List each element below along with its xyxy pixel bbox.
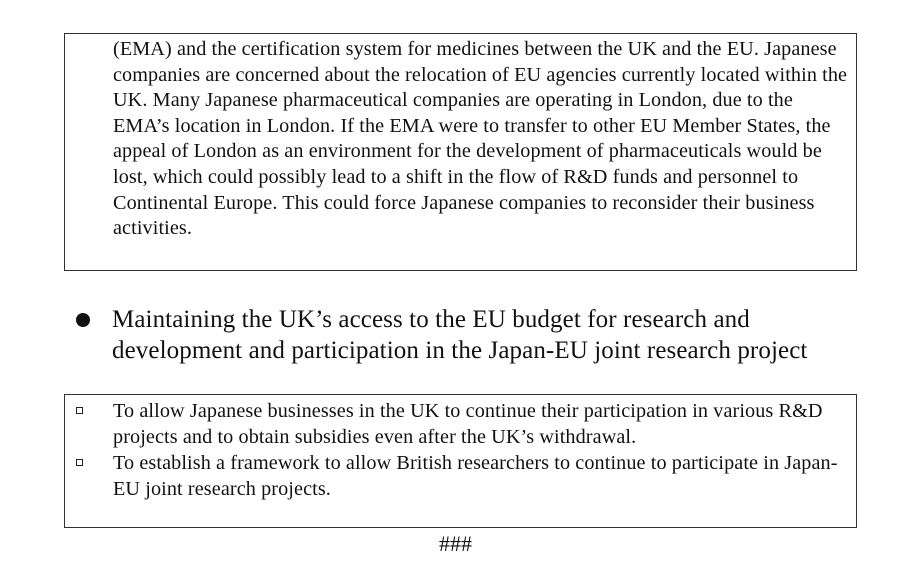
end-mark: ### — [439, 531, 472, 556]
rd-text-box — [64, 394, 857, 528]
ema-text-box — [64, 33, 857, 271]
bullet-dot-icon — [76, 313, 90, 327]
ema-paragraph: (EMA) and the certification system for medicines between the UK and the EU. Japanese companies are concerned about the relocation of EU agencies currently located within the UK. Many Japanese pharmaceutical companies are operating in London, due to the EMA’s location in London. If the EMA were to transfer to other EU Member States, the appeal of London as an environment for the development of pharmaceuticals would be lost, which could possibly lead to a shift in the flow of R&D funds and personnel to Continental Europe. This could force Japanese companies to reconsider their business activities. — [113, 38, 848, 240]
square-bullet-icon — [76, 407, 83, 414]
bullet-section — [64, 304, 857, 366]
list-item — [65, 398, 856, 450]
square-bullet-icon — [76, 459, 83, 466]
list-item-text: To establish a framework to allow British researchers to continue to participate in Japan-EU joint research projects. — [113, 452, 838, 500]
bullet-heading: Maintaining the UK’s access to the EU budget for research and development and participation in the Japan-EU joint research project — [112, 306, 808, 364]
list-item — [65, 450, 856, 502]
list-item-text: To allow Japanese businesses in the UK to continue their participation in various R&D projects and to obtain subsidies even after the UK’s withdrawal. — [113, 400, 823, 448]
